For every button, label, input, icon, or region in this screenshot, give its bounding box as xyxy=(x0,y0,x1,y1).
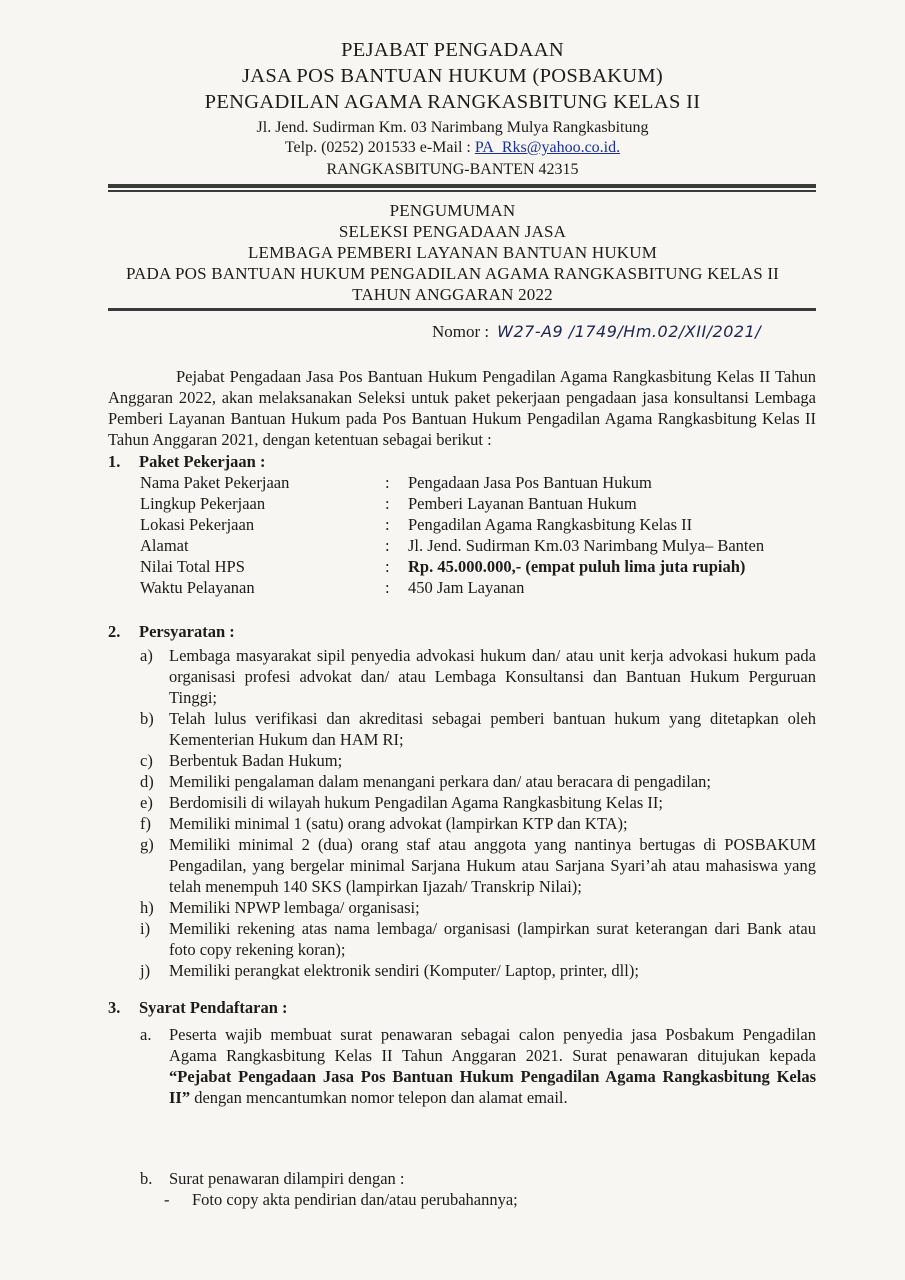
kv-value-hps: Rp. 45.000.000,- (empat puluh lima juta rupiah) xyxy=(408,557,746,576)
intro-text: Pejabat Pengadaan Jasa Pos Bantuan Hukum Pengadilan Agama Rangkasbitung Kelas II Tahun Anggaran 2022, akan melaksanakan Seleksi untuk paket pekerjaan pengadaan jasa konsultansi Lembaga Pemberi Layanan Bantuan Hukum pada Pos Bantuan Hukum Pengadilan Agama Rangkasbitung Kelas II Tahun Anggaran 2021, dengan ketentuan sebagai berikut : xyxy=(108,367,816,449)
list-letter: e) xyxy=(140,793,153,812)
section1-heading xyxy=(108,452,265,472)
kv-value: Jl. Jend. Sudirman Km.03 Narimbang Mulya– Banten xyxy=(408,536,765,555)
section3-number: 3. xyxy=(108,998,121,1017)
list-item xyxy=(140,834,816,897)
list-item xyxy=(140,813,816,834)
list-text: Memiliki pengalaman dalam menangani perkara dan/ atau beracara di pengadilan; xyxy=(169,772,711,791)
announcement-line4: PADA POS BANTUAN HUKUM PENGADILAN AGAMA RANGKASBITUNG KELAS II xyxy=(125,264,780,283)
letterhead-line3: PENGADILAN AGAMA RANGKASBITUNG KELAS II xyxy=(204,91,701,113)
letterhead-line2: JASA POS BANTUAN HUKUM (POSBAKUM) xyxy=(241,65,664,87)
letter-number-handwritten: W27-A9 /1749/Hm.02/XII/2021/ xyxy=(497,322,762,341)
kv-value: 450 Jam Layanan xyxy=(408,578,525,597)
list-item xyxy=(140,897,816,918)
list-letter: g) xyxy=(140,835,154,854)
section2-number: 2. xyxy=(108,622,121,641)
list-letter: a) xyxy=(140,646,153,665)
kv-label: Alamat xyxy=(140,536,189,555)
announcement-line2: SELEKSI PENGADAAN JASA xyxy=(338,222,567,241)
list-item xyxy=(140,960,816,981)
letterhead-city: RANGKASBITUNG-BANTEN 42315 xyxy=(326,161,579,178)
list-text: Memiliki perangkat elektronik sendiri (Komputer/ Laptop, printer, dll); xyxy=(169,961,639,980)
requirements-list xyxy=(140,645,816,981)
list-text: Telah lulus verifikasi dan akreditasi sebagai pemberi bantuan hukum yang ditetapkan oleh Kementerian Hukum dan HAM RI; xyxy=(169,709,816,749)
list-text: Berdomisili di wilayah hukum Pengadilan Agama Rangkasbitung Kelas II; xyxy=(169,793,664,812)
kv-colon: : xyxy=(385,578,390,597)
list-item xyxy=(140,1168,816,1189)
list-letter: b. xyxy=(140,1169,153,1188)
letterhead-address: Jl. Jend. Sudirman Km. 03 Narimbang Mulya Rangkasbitung xyxy=(256,119,649,136)
kv-label: Lingkup Pekerjaan xyxy=(140,494,266,513)
intro-paragraph xyxy=(108,366,816,450)
list-item xyxy=(140,708,816,750)
kv-colon: : xyxy=(385,536,390,555)
kv-colon: : xyxy=(385,473,390,492)
registration-item-a xyxy=(140,1024,816,1108)
list-text: Memiliki minimal 2 (dua) orang staf atau anggota yang nantinya bertugas di POSBAKUM Pengadilan, yang bergelar minimal Sarjana Hukum atau Sarjana Syari’ah atau mahasiswa yang telah menempuh 140 SKS (lampirkan Ijazah/ Transkrip Nilai); xyxy=(169,835,816,896)
letterhead-email-link[interactable]: PA_Rks@yahoo.co.id. xyxy=(474,139,621,156)
list-text: Memiliki NPWP lembaga/ organisasi; xyxy=(169,898,420,917)
list-item xyxy=(140,750,816,771)
letterhead-phone: Telp. (0252) 201533 e-Mail : xyxy=(284,139,475,156)
letterhead-contact xyxy=(0,138,905,158)
list-text: Lembaga masyarakat sipil penyedia advokasi hukum dan/ atau unit kerja advokasi hukum pada organisasi profesi advokat dan/ atau Lembaga Konsultansi dan Bantuan Hukum Perguruan Tinggi; xyxy=(169,646,816,707)
addressee-bold: “Pejabat Pengadaan Jasa Pos Bantuan Hukum Pengadilan Agama Rangkasbitung Kelas II” xyxy=(169,1067,816,1107)
list-item xyxy=(140,771,816,792)
list-text: Berbentuk Badan Hukum; xyxy=(169,751,343,770)
list-letter: b) xyxy=(140,709,154,728)
list-letter: a. xyxy=(140,1025,152,1044)
list-text: Memiliki minimal 1 (satu) orang advokat (lampirkan KTP dan KTA); xyxy=(169,814,628,833)
letter-number xyxy=(432,322,761,342)
list-letter: d) xyxy=(140,772,154,791)
list-text: Peserta wajib membuat surat penawaran sebagai calon penyedia jasa Posbakum Pengadilan Agama Rangkasbitung Kelas II Tahun Anggaran 2021. Surat penawaran ditujukan kepada xyxy=(169,1025,816,1065)
section3-title: Syarat Pendaftaran : xyxy=(139,998,288,1017)
kv-label: Nama Paket Pekerjaan xyxy=(140,473,290,492)
list-letter: c) xyxy=(140,751,153,770)
list-item xyxy=(140,792,816,813)
list-letter: j) xyxy=(140,961,151,980)
list-item xyxy=(140,1024,816,1108)
announcement-line3: LEMBAGA PEMBERI LAYANAN BANTUAN HUKUM xyxy=(247,243,658,262)
section1-number: 1. xyxy=(108,452,121,471)
kv-label: Nilai Total HPS xyxy=(140,557,245,576)
letter-number-label: Nomor : xyxy=(432,322,490,341)
section1-title: Paket Pekerjaan : xyxy=(139,452,266,471)
letterhead-rule-thin xyxy=(108,190,816,192)
section2-title: Persyaratan : xyxy=(139,622,235,641)
list-letter: f) xyxy=(140,814,151,833)
sub-item-text: Foto copy akta pendirian dan/atau perubahannya; xyxy=(192,1190,518,1209)
registration-item-b xyxy=(140,1168,816,1189)
section3-heading xyxy=(108,998,287,1018)
list-item xyxy=(140,645,816,708)
list-text: Memiliki rekening atas nama lembaga/ organisasi (lampirkan surat keterangan dari Bank atau foto copy rekening koran); xyxy=(169,919,816,959)
kv-colon: : xyxy=(385,515,390,534)
announcement-rule xyxy=(108,308,816,311)
kv-value: Pengadilan Agama Rangkasbitung Kelas II xyxy=(408,515,693,534)
list-text: Surat penawaran dilampiri dengan : xyxy=(169,1169,405,1188)
announcement-line1: PENGUMUMAN xyxy=(389,201,516,220)
announcement-line5: TAHUN ANGGARAN 2022 xyxy=(352,285,553,304)
list-text-end: dengan mencantumkan nomor telepon dan alamat email. xyxy=(190,1088,568,1107)
kv-value: Pemberi Layanan Bantuan Hukum xyxy=(408,494,637,513)
kv-colon: : xyxy=(385,557,390,576)
kv-label: Waktu Pelayanan xyxy=(140,578,255,597)
section2-heading xyxy=(108,622,235,642)
letterhead-line1: PEJABAT PENGADAAN xyxy=(341,39,564,61)
list-letter: h) xyxy=(140,898,154,917)
kv-value: Pengadaan Jasa Pos Bantuan Hukum xyxy=(408,473,652,492)
dash-bullet: - xyxy=(164,1190,170,1209)
list-letter: i) xyxy=(140,919,151,938)
kv-colon: : xyxy=(385,494,390,513)
letterhead-rule-thick xyxy=(108,184,816,188)
kv-label: Lokasi Pekerjaan xyxy=(140,515,255,534)
list-item xyxy=(140,918,816,960)
attachment-sub-item xyxy=(164,1190,518,1210)
